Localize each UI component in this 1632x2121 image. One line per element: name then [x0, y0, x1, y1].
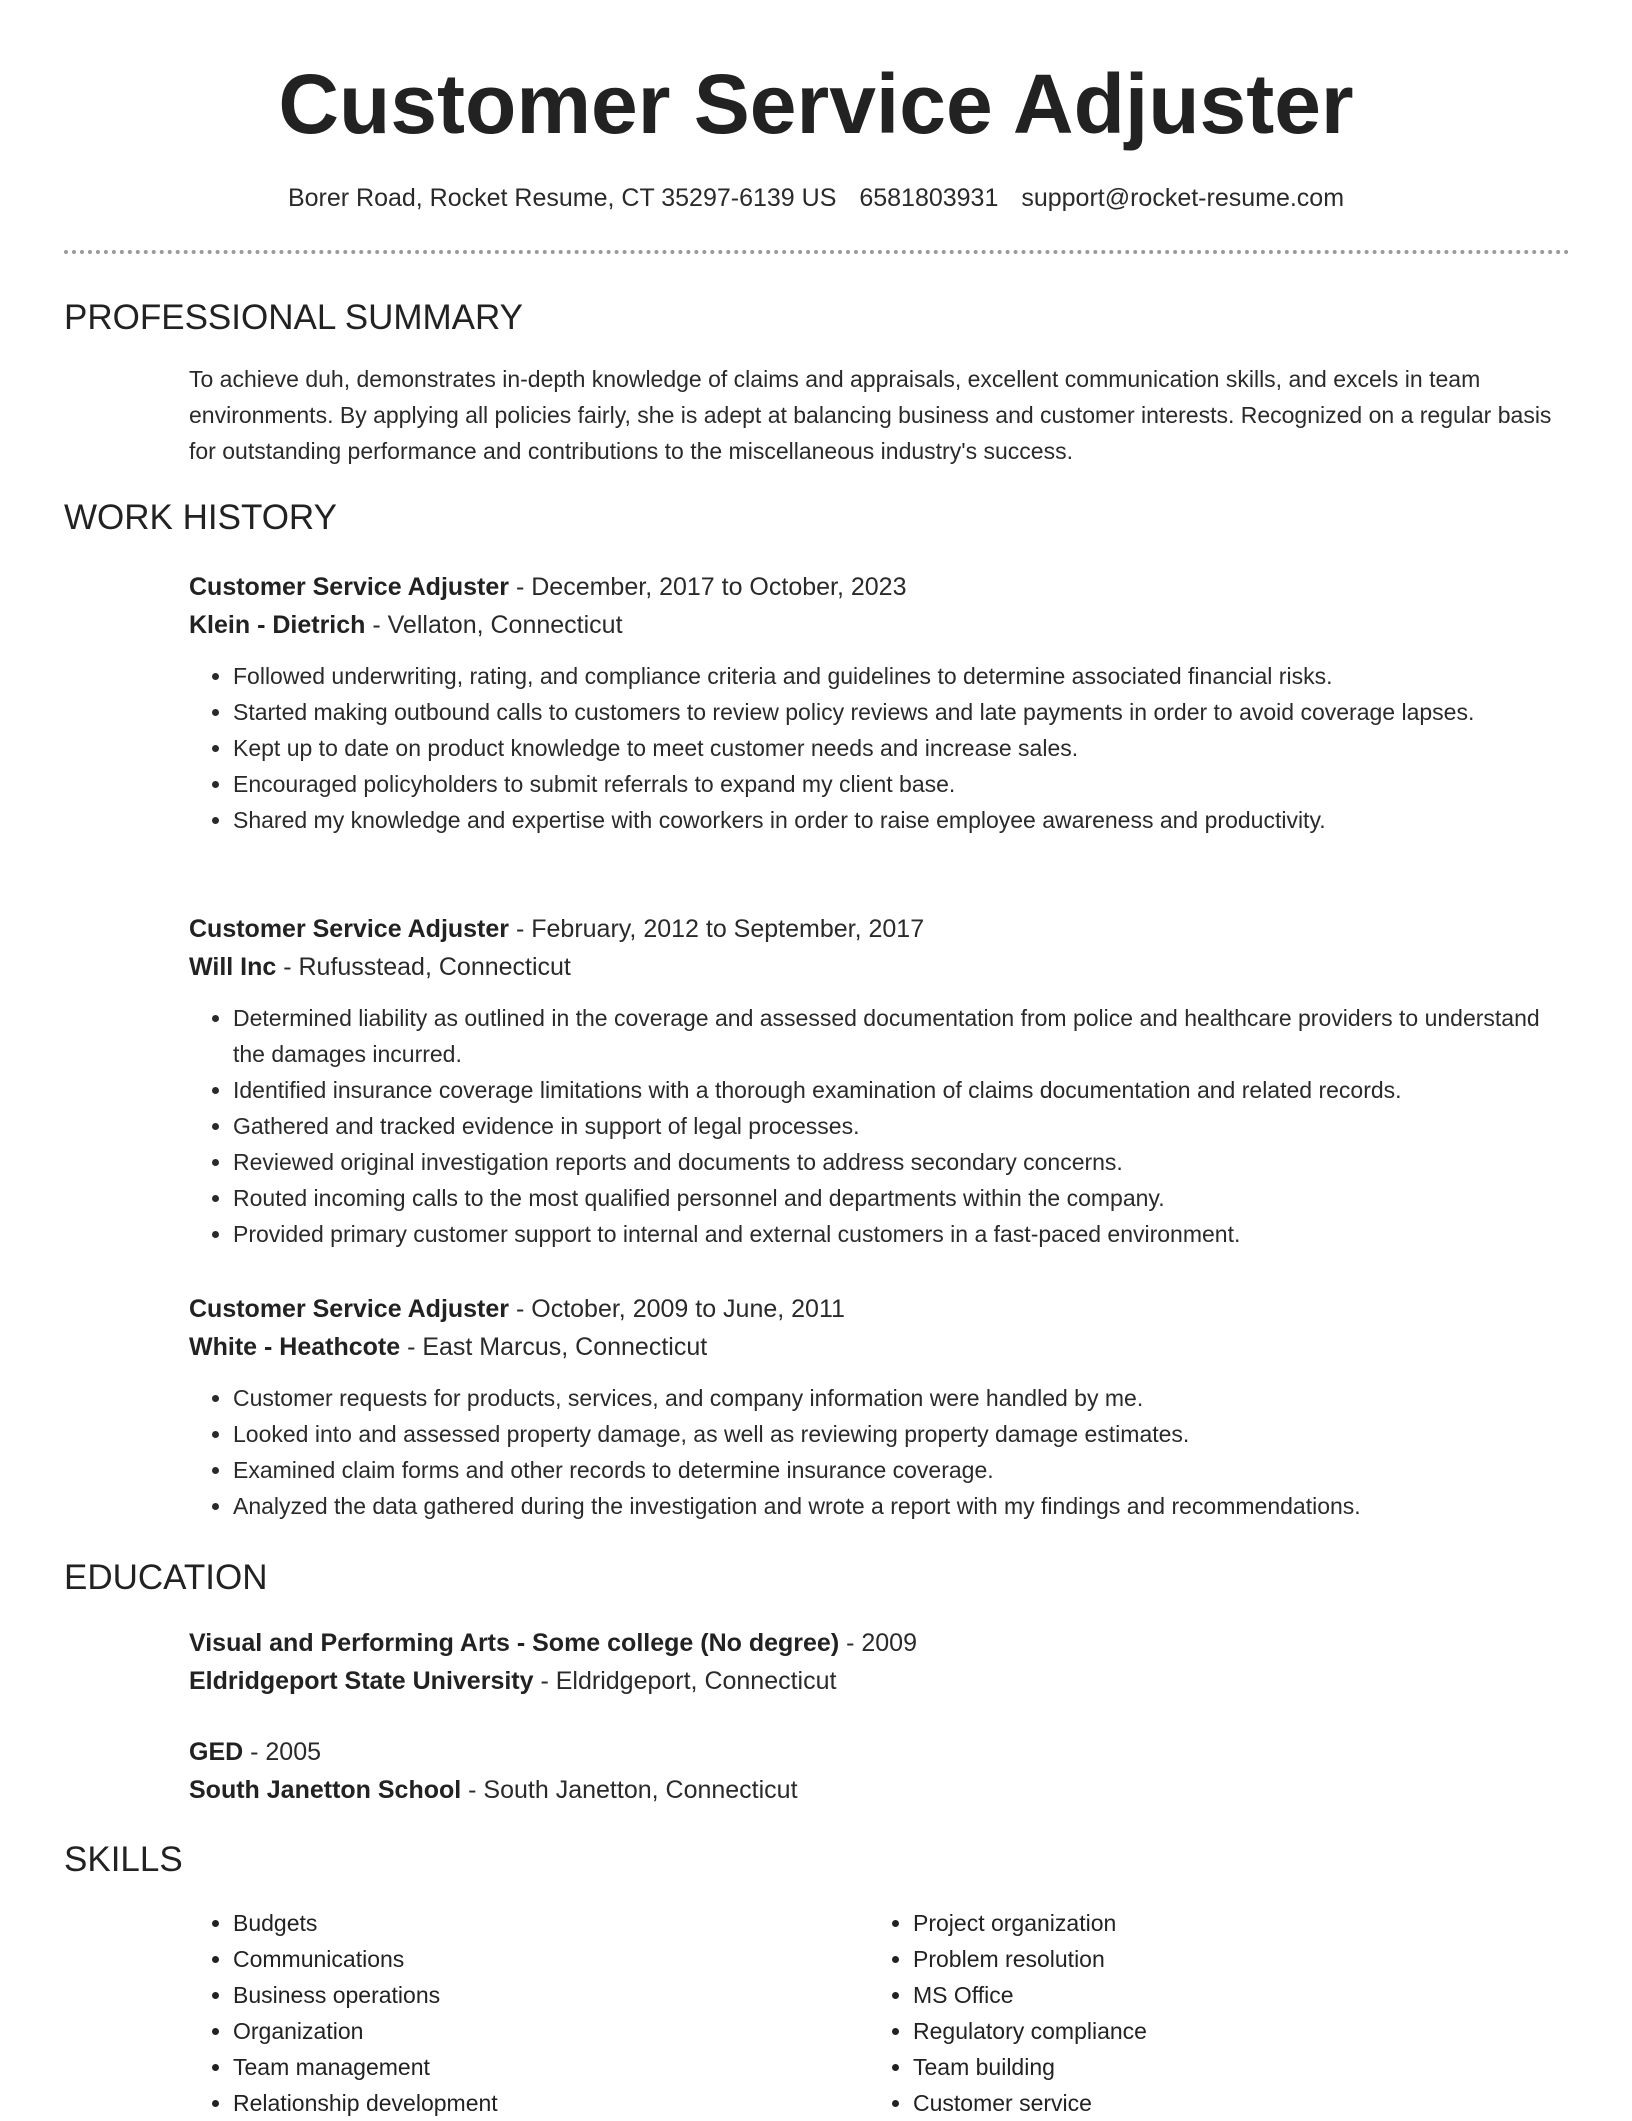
job-dates: - October, 2009 to June, 2011 [509, 1295, 845, 1323]
job-title-line [189, 568, 1559, 606]
job-dates: - December, 2017 to October, 2023 [509, 573, 907, 601]
job-title-line [189, 1290, 1559, 1328]
job-title-line [189, 910, 1559, 948]
education-entry [189, 1733, 1559, 1809]
education-location: - South Janetton, Connecticut [461, 1776, 798, 1804]
job-location: - East Marcus, Connecticut [400, 1333, 708, 1361]
summary-section [189, 361, 1559, 469]
skill-item: • MS Office [913, 1977, 1469, 2013]
job-company: Will Inc [189, 953, 277, 981]
skill-item: • Project organization [913, 1905, 1469, 1941]
job-company: White - Heathcote [189, 1333, 401, 1361]
job-bullet: • Analyzed the data gathered during the investigation and wrote a report with my findings and recommendations. [233, 1488, 1559, 1524]
job-bullet: • Followed underwriting, rating, and compliance criteria and guidelines to determine associated financial risks. [233, 658, 1559, 694]
job-company-line [189, 1328, 1559, 1366]
job-bullet: • Encouraged policyholders to submit referrals to expand my client base. [233, 766, 1559, 802]
job-bullet: • Provided primary customer support to internal and external customers in a fast-paced environment. [233, 1216, 1559, 1252]
job-bullet: • Started making outbound calls to customers to review policy reviews and late payments in order to avoid coverage lapses. [233, 694, 1559, 730]
education-school-line [189, 1771, 1559, 1809]
job-bullets [189, 658, 1559, 838]
education-year: - 2009 [839, 1629, 917, 1657]
job-bullet: • Reviewed original investigation reports and documents to address secondary concerns. [233, 1144, 1559, 1180]
education-school: Eldridgeport State University [189, 1667, 534, 1695]
job-bullet: • Examined claim forms and other records to determine insurance coverage. [233, 1452, 1559, 1488]
job-entry [189, 1290, 1559, 1524]
job-bullets [189, 1000, 1559, 1252]
job-bullet: • Identified insurance coverage limitations with a thorough examination of claims documentation and related records. [233, 1072, 1559, 1108]
education-location: - Eldridgeport, Connecticut [533, 1667, 837, 1695]
job-entry [189, 568, 1559, 838]
job-title: Customer Service Adjuster [189, 1295, 510, 1323]
job-bullet: • Kept up to date on product knowledge to meet customer needs and increase sales. [233, 730, 1559, 766]
job-company: Klein - Dietrich [189, 611, 366, 639]
job-bullet: • Shared my knowledge and expertise with coworkers in order to raise employee awareness and productivity. [233, 802, 1559, 838]
job-company-line [189, 948, 1559, 986]
skills-column-right [869, 1905, 1469, 2121]
summary-text: To achieve duh, demonstrates in-depth knowledge of claims and appraisals, excellent communication skills, and excels in team environments. By applying all policies fairly, she is adept at balancing business and customer interests. Recognized on a regular basis for outstanding performance and contributions to the miscellaneous industry's success. [189, 366, 1552, 464]
job-location: - Rufusstead, Connecticut [276, 953, 571, 981]
candidate-name: Customer Service Adjuster [278, 57, 1354, 151]
job-bullet: • Customer requests for products, services, and company information were handled by me. [233, 1380, 1559, 1416]
education-degree: GED [189, 1738, 244, 1766]
skill-item: • Organization [233, 2013, 789, 2049]
skill-item: • Budgets [233, 1905, 789, 1941]
contact-phone: 6581803931 [859, 184, 999, 212]
contact-line [0, 180, 1632, 216]
summary-heading: PROFESSIONAL SUMMARY [64, 298, 523, 337]
education-degree-line [189, 1733, 1559, 1771]
contact-address: Borer Road, Rocket Resume, CT 35297-6139 US [287, 184, 837, 212]
skill-item: • Customer service [913, 2085, 1469, 2121]
job-bullets [189, 1380, 1559, 1524]
contact-email: support@rocket-resume.com [1021, 184, 1345, 212]
job-bullet: • Determined liability as outlined in the coverage and assessed documentation from police and healthcare providers to understand the damages incurred. [233, 1000, 1559, 1072]
skill-item: • Problem resolution [913, 1941, 1469, 1977]
job-entry [189, 910, 1559, 1252]
header-divider [64, 250, 1570, 254]
education-degree: Visual and Performing Arts - Some college (No degree) [189, 1629, 840, 1657]
work-history-heading: WORK HISTORY [64, 498, 337, 537]
education-heading: EDUCATION [64, 1558, 268, 1597]
skill-item: • Relationship development [233, 2085, 789, 2121]
skills-heading: SKILLS [64, 1840, 183, 1879]
job-location: - Vellaton, Connecticut [365, 611, 623, 639]
skill-item: • Communications [233, 1941, 789, 1977]
skill-item: • Regulatory compliance [913, 2013, 1469, 2049]
education-degree-line [189, 1624, 1559, 1662]
job-title: Customer Service Adjuster [189, 573, 510, 601]
skill-item: • Team building [913, 2049, 1469, 2085]
skill-item: • Business operations [233, 1977, 789, 2013]
skills-list [189, 1905, 789, 2121]
job-title: Customer Service Adjuster [189, 915, 510, 943]
education-school: South Janetton School [189, 1776, 462, 1804]
skill-item: • Team management [233, 2049, 789, 2085]
job-company-line [189, 606, 1559, 644]
job-bullet: • Gathered and tracked evidence in support of legal processes. [233, 1108, 1559, 1144]
education-year: - 2005 [243, 1738, 322, 1766]
education-school-line [189, 1662, 1559, 1700]
job-bullet: • Routed incoming calls to the most qualified personnel and departments within the company. [233, 1180, 1559, 1216]
job-dates: - February, 2012 to September, 2017 [509, 915, 925, 943]
skills-column-left [189, 1905, 789, 2121]
job-bullet: • Looked into and assessed property damage, as well as reviewing property damage estimates. [233, 1416, 1559, 1452]
skills-list [869, 1905, 1469, 2121]
education-entry [189, 1624, 1559, 1700]
